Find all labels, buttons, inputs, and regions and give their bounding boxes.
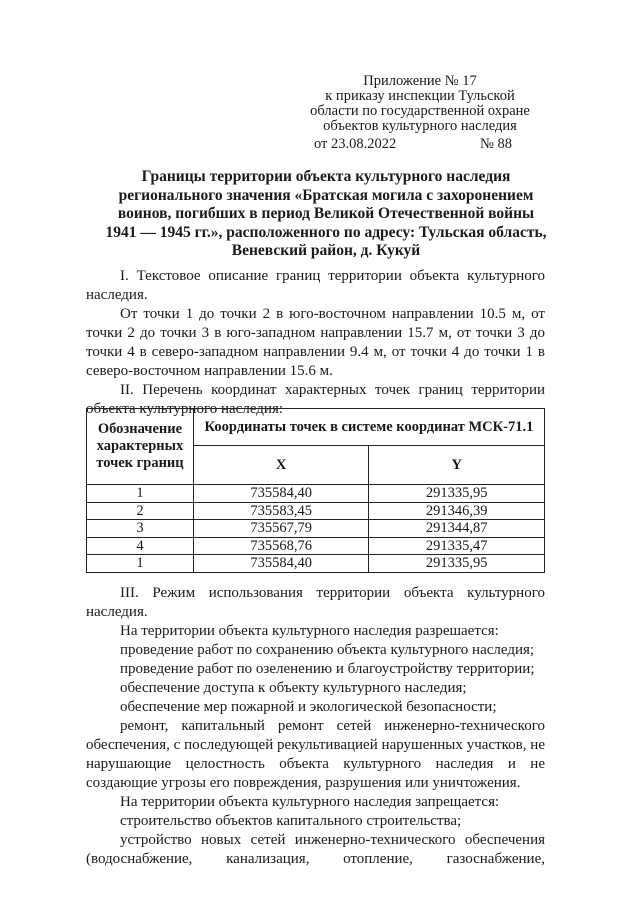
order-number: № 88	[480, 136, 512, 152]
section-1-description: От точки 1 до точки 2 в юго-восточном направлении 10.5 м, от точки 2 до точки 3 в юго-западном направлении 15.7 м, от точки 3 до точки 4 в северо-западном направлении 9.4 м, от точки 4 до точки 1 в северо-восточном направлении 15.6 м.	[86, 306, 545, 379]
y-cell: 291335,95	[369, 485, 545, 503]
allowed-intro: На территории объекта культурного наследия разрешается:	[120, 623, 499, 639]
x-cell: 735568,76	[193, 537, 369, 555]
allowed-item: обеспечение мер пожарной и экологической безопасности;	[120, 699, 497, 715]
document-title	[86, 168, 566, 261]
title-line: 1941 — 1945 гг.», расположенного по адресу: Тульская область,	[105, 223, 547, 241]
title-line: воинов, погибших в период Великой Отечественной войны	[117, 205, 535, 222]
point-cell: 2	[87, 502, 194, 520]
annex-order-line: области по государственной охране	[310, 103, 530, 119]
allowed-item: проведение работ по озеленению и благоустройству территории;	[120, 661, 535, 677]
allowed-item: обеспечение доступа к объекту культурного наследия;	[120, 680, 467, 696]
x-cell: 735583,45	[193, 502, 369, 520]
coordinates-system-header: Координаты точек в системе координат МСК-71.1	[193, 409, 544, 446]
forbidden-intro: На территории объекта культурного наследия запрещается:	[120, 794, 500, 810]
x-cell: 735584,40	[193, 555, 369, 573]
title-line: Границы территории объекта культурного наследия	[141, 168, 511, 185]
y-cell: 291346,39	[369, 502, 545, 520]
y-column-header: Y	[369, 446, 545, 485]
point-cell: 3	[87, 520, 194, 538]
x-cell: 735584,40	[193, 485, 369, 503]
point-column-header: Обозначение характерных точек границ	[87, 409, 194, 485]
annex-order-line: к приказу инспекции Тульской	[325, 88, 515, 104]
point-cell: 1	[87, 555, 194, 573]
point-cell: 4	[87, 537, 194, 555]
annex-date-row	[290, 137, 550, 152]
table-row	[87, 520, 545, 538]
annex-header	[290, 74, 550, 152]
section-1-heading: I. Текстовое описание границ территории объекта культурного наследия.	[86, 268, 545, 303]
annex-number: Приложение № 17	[363, 73, 477, 89]
section-2-heading: II. Перечень координат характерных точек границ территории объекта культурного наследия:	[86, 382, 545, 417]
annex-order-line: объектов культурного наследия	[323, 118, 517, 134]
point-cell: 1	[87, 485, 194, 503]
y-cell: 291335,95	[369, 555, 545, 573]
title-line: регионального значения «Братская могила с захоронением	[118, 186, 534, 204]
x-cell: 735567,79	[193, 520, 369, 538]
y-cell: 291344,87	[369, 520, 545, 538]
order-date: от 23.08.2022	[314, 136, 397, 152]
table-row	[87, 502, 545, 520]
section-1	[86, 267, 545, 419]
section-3-heading: III. Режим использования территории объекта культурного наследия.	[86, 585, 545, 620]
table-row	[87, 555, 545, 573]
section-3	[86, 584, 545, 869]
table-row	[87, 537, 545, 555]
forbidden-item: строительство объектов капитального строительства;	[120, 813, 462, 829]
forbidden-item: устройство новых сетей инженерно-технического обеспечения (водоснабжение, канализация, отопление, газоснабжение,	[86, 832, 545, 867]
allowed-item: проведение работ по сохранению объекта культурного наследия;	[120, 642, 535, 658]
y-cell: 291335,47	[369, 537, 545, 555]
table-row	[87, 485, 545, 503]
x-column-header: X	[193, 446, 369, 485]
coordinates-table	[86, 408, 545, 573]
title-line: Веневский район, д. Кукуй	[231, 242, 421, 259]
allowed-item: ремонт, капитальный ремонт сетей инженерно-технического обеспечения, с последующей рекультивацией нарушенных участков, не нарушающие целостность объекта культурного наследия и не создающие угрозы его повреждения, разрушения или уничтожения.	[86, 718, 545, 791]
